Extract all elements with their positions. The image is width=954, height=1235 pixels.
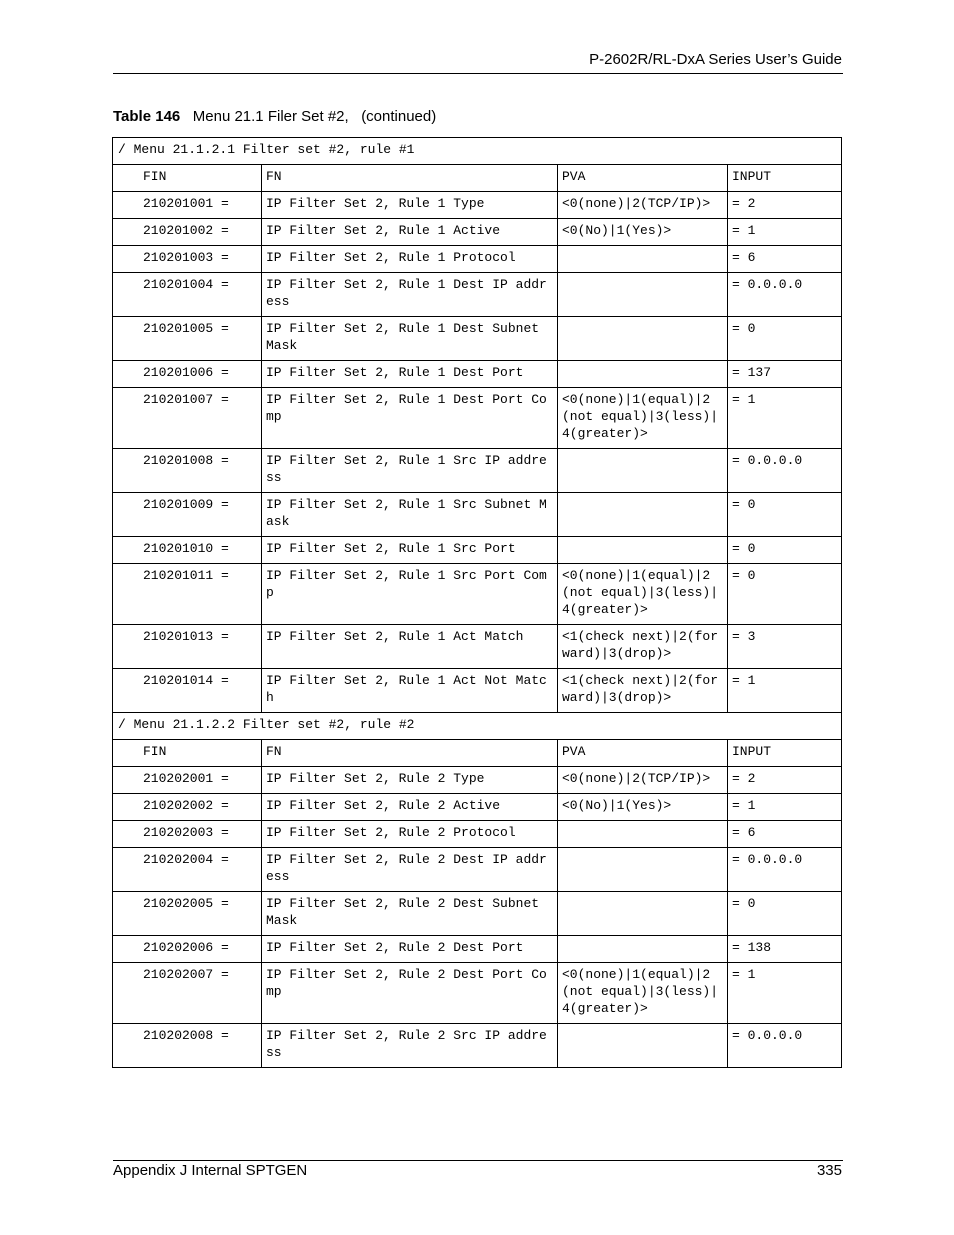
column-header-input: INPUT — [728, 165, 842, 192]
input-cell: = 1 — [728, 219, 842, 246]
fin-cell: 210201004 = — [113, 273, 262, 317]
column-header-pva: PVA — [558, 165, 728, 192]
input-cell: = 1 — [728, 963, 842, 1024]
pva-cell — [558, 361, 728, 388]
pva-cell: <0(none)|1(equal)|2(not equal)|3(less)|4(greater)> — [558, 963, 728, 1024]
fn-cell: IP Filter Set 2, Rule 1 Dest IP address — [262, 273, 558, 317]
fn-cell: IP Filter Set 2, Rule 1 Dest Subnet Mask — [262, 317, 558, 361]
section-title: / Menu 21.1.2.2 Filter set #2, rule #2 — [113, 713, 842, 740]
pva-cell: <0(none)|1(equal)|2(not equal)|3(less)|4(greater)> — [558, 388, 728, 449]
fn-cell: IP Filter Set 2, Rule 1 Act Not Match — [262, 669, 558, 713]
fn-cell: IP Filter Set 2, Rule 1 Type — [262, 192, 558, 219]
table-row — [113, 1024, 842, 1068]
fn-cell: IP Filter Set 2, Rule 1 Active — [262, 219, 558, 246]
pva-cell — [558, 848, 728, 892]
input-cell: = 0.0.0.0 — [728, 449, 842, 493]
pva-cell — [558, 273, 728, 317]
pva-cell: <0(none)|1(equal)|2(not equal)|3(less)|4(greater)> — [558, 564, 728, 625]
fin-cell: 210202002 = — [113, 794, 262, 821]
pva-cell — [558, 537, 728, 564]
fn-cell: IP Filter Set 2, Rule 1 Src IP address — [262, 449, 558, 493]
fn-cell: IP Filter Set 2, Rule 1 Src Subnet Mask — [262, 493, 558, 537]
table-row — [113, 246, 842, 273]
fin-cell: 210202008 = — [113, 1024, 262, 1068]
input-cell: = 138 — [728, 936, 842, 963]
fin-cell: 210201011 = — [113, 564, 262, 625]
pva-cell — [558, 493, 728, 537]
section-title-row — [113, 713, 842, 740]
fin-cell: 210202004 = — [113, 848, 262, 892]
section-title: / Menu 21.1.2.1 Filter set #2, rule #1 — [113, 138, 842, 165]
pva-cell — [558, 936, 728, 963]
fin-cell: 210202007 = — [113, 963, 262, 1024]
section-title-row — [113, 138, 842, 165]
fn-cell: IP Filter Set 2, Rule 2 Dest Subnet Mask — [262, 892, 558, 936]
fn-cell: IP Filter Set 2, Rule 1 Src Port — [262, 537, 558, 564]
fn-cell: IP Filter Set 2, Rule 1 Protocol — [262, 246, 558, 273]
fin-cell: 210201002 = — [113, 219, 262, 246]
fin-cell: 210202003 = — [113, 821, 262, 848]
fin-cell: 210201013 = — [113, 625, 262, 669]
column-header-input: INPUT — [728, 740, 842, 767]
table-row — [113, 537, 842, 564]
table-row — [113, 361, 842, 388]
pva-cell — [558, 246, 728, 273]
input-cell: = 6 — [728, 821, 842, 848]
fn-cell: IP Filter Set 2, Rule 2 Type — [262, 767, 558, 794]
column-header-fn: FN — [262, 740, 558, 767]
fin-cell: 210202001 = — [113, 767, 262, 794]
input-cell: = 0 — [728, 892, 842, 936]
column-header-row — [113, 740, 842, 767]
column-header-pva: PVA — [558, 740, 728, 767]
table-number: Table 146 — [113, 108, 181, 125]
fn-cell: IP Filter Set 2, Rule 1 Dest Port — [262, 361, 558, 388]
input-cell: = 0 — [728, 564, 842, 625]
table-row — [113, 794, 842, 821]
fn-cell: IP Filter Set 2, Rule 2 Dest Port Comp — [262, 963, 558, 1024]
table-row — [113, 219, 842, 246]
pva-cell — [558, 317, 728, 361]
table-row — [113, 493, 842, 537]
table-row — [113, 625, 842, 669]
fin-cell: 210201009 = — [113, 493, 262, 537]
fin-cell: 210201007 = — [113, 388, 262, 449]
table-row — [113, 273, 842, 317]
fin-cell: 210201006 = — [113, 361, 262, 388]
fin-cell: 210201003 = — [113, 246, 262, 273]
input-cell: = 1 — [728, 669, 842, 713]
fin-cell: 210201008 = — [113, 449, 262, 493]
pva-cell — [558, 892, 728, 936]
table-row — [113, 192, 842, 219]
input-cell: = 2 — [728, 192, 842, 219]
pva-cell: <0(No)|1(Yes)> — [558, 219, 728, 246]
pva-cell — [558, 821, 728, 848]
input-cell: = 1 — [728, 794, 842, 821]
table-row — [113, 564, 842, 625]
fin-cell: 210202006 = — [113, 936, 262, 963]
page-number: 335 — [816, 1162, 842, 1179]
table-row — [113, 317, 842, 361]
fn-cell: IP Filter Set 2, Rule 1 Dest Port Comp — [262, 388, 558, 449]
input-cell: = 0 — [728, 493, 842, 537]
input-cell: = 137 — [728, 361, 842, 388]
header-rule — [113, 73, 843, 74]
input-cell: = 1 — [728, 388, 842, 449]
table-row — [113, 388, 842, 449]
page-header-title: P-2602R/RL-DxA Series User’s Guide — [589, 51, 842, 68]
column-header-row — [113, 165, 842, 192]
table-row — [113, 669, 842, 713]
footer-rule — [113, 1160, 843, 1161]
pva-cell: <1(check next)|2(forward)|3(drop)> — [558, 625, 728, 669]
pva-cell — [558, 1024, 728, 1068]
input-cell: = 0 — [728, 317, 842, 361]
sptgen-table-body — [113, 138, 842, 1068]
pva-cell: <0(No)|1(Yes)> — [558, 794, 728, 821]
sptgen-table — [112, 137, 842, 1068]
table-row — [113, 892, 842, 936]
pva-cell: <0(none)|2(TCP/IP)> — [558, 767, 728, 794]
table-row — [113, 821, 842, 848]
table-row — [113, 936, 842, 963]
pva-cell: <0(none)|2(TCP/IP)> — [558, 192, 728, 219]
table-row — [113, 449, 842, 493]
fn-cell: IP Filter Set 2, Rule 1 Act Match — [262, 625, 558, 669]
table-row — [113, 767, 842, 794]
fin-cell: 210201014 = — [113, 669, 262, 713]
fn-cell: IP Filter Set 2, Rule 2 Dest IP address — [262, 848, 558, 892]
footer-section-title: Appendix J Internal SPTGEN — [113, 1162, 308, 1179]
table-row — [113, 963, 842, 1024]
column-header-fin: FIN — [113, 740, 262, 767]
input-cell: = 6 — [728, 246, 842, 273]
pva-cell — [558, 449, 728, 493]
fin-cell: 210201010 = — [113, 537, 262, 564]
fn-cell: IP Filter Set 2, Rule 2 Src IP address — [262, 1024, 558, 1068]
input-cell: = 0.0.0.0 — [728, 848, 842, 892]
column-header-fin: FIN — [113, 165, 262, 192]
fn-cell: IP Filter Set 2, Rule 1 Src Port Comp — [262, 564, 558, 625]
fn-cell: IP Filter Set 2, Rule 2 Dest Port — [262, 936, 558, 963]
input-cell: = 0.0.0.0 — [728, 1024, 842, 1068]
fin-cell: 210201001 = — [113, 192, 262, 219]
fin-cell: 210201005 = — [113, 317, 262, 361]
input-cell: = 2 — [728, 767, 842, 794]
fn-cell: IP Filter Set 2, Rule 2 Active — [262, 794, 558, 821]
fn-cell: IP Filter Set 2, Rule 2 Protocol — [262, 821, 558, 848]
table-caption-text: Menu 21.1 Filer Set #2, (continued) — [180, 108, 437, 125]
fin-cell: 210202005 = — [113, 892, 262, 936]
table-row — [113, 848, 842, 892]
pva-cell: <1(check next)|2(forward)|3(drop)> — [558, 669, 728, 713]
table-caption — [113, 108, 436, 125]
column-header-fn: FN — [262, 165, 558, 192]
input-cell: = 0.0.0.0 — [728, 273, 842, 317]
input-cell: = 3 — [728, 625, 842, 669]
input-cell: = 0 — [728, 537, 842, 564]
